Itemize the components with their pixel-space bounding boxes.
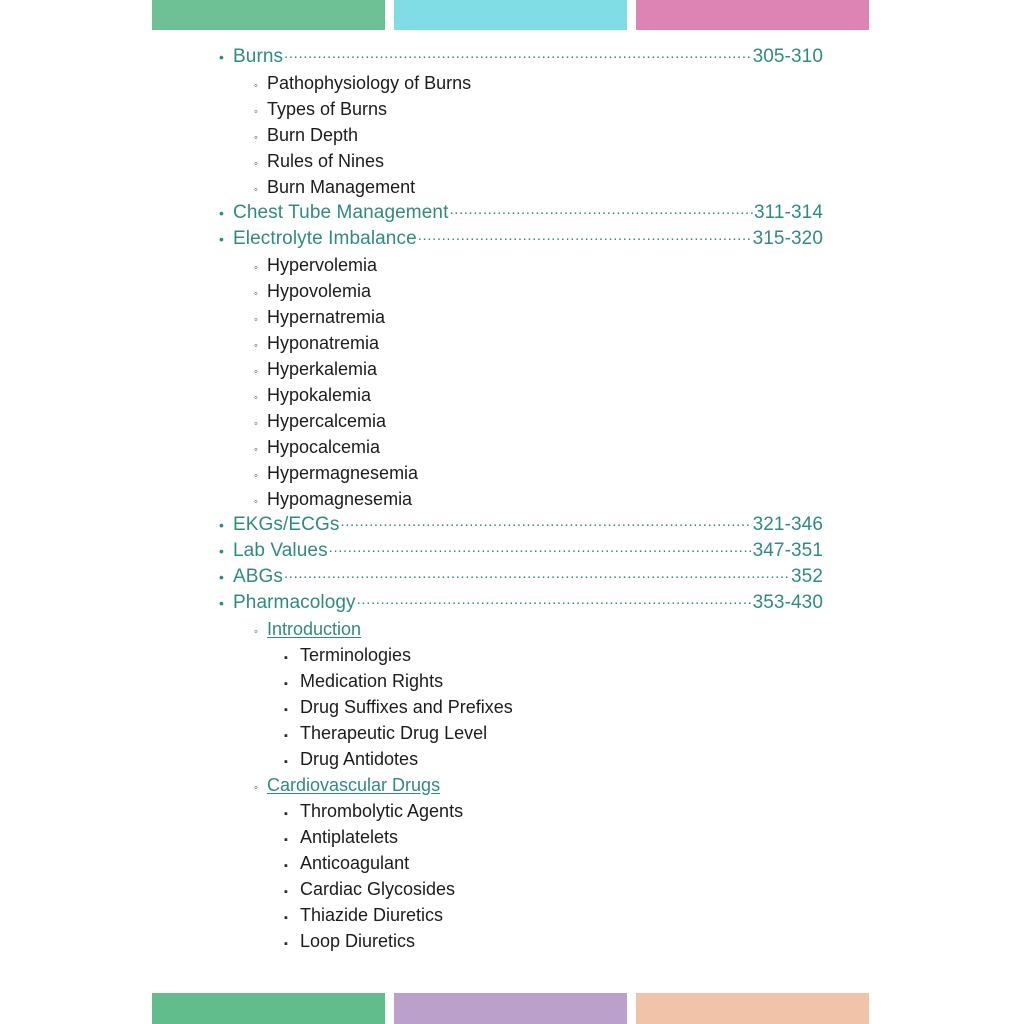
toc-entry-level-3 <box>0 746 1024 772</box>
bullet-icon: ▪ <box>284 938 288 950</box>
toc-entry-label: Hypercalcemia <box>267 411 387 431</box>
toc-entry-level-3 <box>0 902 1024 928</box>
toc-entry-level-3 <box>0 720 1024 746</box>
toc-entry-label: Burns <box>233 46 284 67</box>
bullet-icon: • <box>219 543 225 559</box>
table-of-contents <box>0 30 1024 954</box>
bottom-peach-bar <box>636 993 869 1024</box>
toc-entry-label[interactable]: Introduction <box>267 619 362 639</box>
dot-leader <box>284 48 751 62</box>
toc-entry-level-2 <box>0 96 1024 122</box>
toc-entry-level-1[interactable] <box>0 200 1024 226</box>
toc-entry-level-1[interactable] <box>0 44 1024 70</box>
toc-entry-label: Hyponatremia <box>267 333 380 353</box>
toc-entry-label: Antiplatelets <box>300 827 399 847</box>
bullet-icon: • <box>219 205 225 221</box>
toc-entry-label: Therapeutic Drug Level <box>300 723 488 743</box>
bullet-icon: ◦ <box>254 262 258 274</box>
page-number: 311-314 <box>753 202 823 223</box>
bullet-icon: • <box>219 49 225 65</box>
toc-entry-label: Medication Rights <box>300 671 444 691</box>
toc-entry-level-1[interactable] <box>0 538 1024 564</box>
toc-entry-level-2 <box>0 122 1024 148</box>
bullet-icon: ◦ <box>254 106 258 118</box>
toc-entry-level-3 <box>0 642 1024 668</box>
toc-entry-label: Hypocalcemia <box>267 437 381 457</box>
bullet-icon: ▪ <box>284 704 288 716</box>
toc-entry-level-2 <box>0 304 1024 330</box>
toc-entry-label: Chest Tube Management <box>233 202 449 223</box>
bullet-icon: ◦ <box>254 80 258 92</box>
page-number: 321-346 <box>752 514 823 535</box>
toc-entry-level-2 <box>0 278 1024 304</box>
toc-entry-label: Lab Values <box>233 540 328 561</box>
toc-entry-label: Hypomagnesemia <box>267 489 413 509</box>
toc-entry-label: Drug Suffixes and Prefixes <box>300 697 513 717</box>
bullet-icon: • <box>219 231 225 247</box>
top-green-bar <box>152 0 385 30</box>
toc-entry-label: Thrombolytic Agents <box>300 801 464 821</box>
toc-entry-level-2 <box>0 174 1024 200</box>
toc-entry-level-2 <box>0 70 1024 96</box>
toc-entry-label: Types of Burns <box>267 99 388 119</box>
toc-entry-level-1[interactable] <box>0 564 1024 590</box>
toc-entry-level-2 <box>0 148 1024 174</box>
bullet-icon: • <box>219 595 225 611</box>
toc-entry-level-2 <box>0 486 1024 512</box>
bullet-icon: ▪ <box>284 678 288 690</box>
toc-entry-label: Hypokalemia <box>267 385 372 405</box>
bottom-green-bar <box>152 993 385 1024</box>
toc-entry-label: Electrolyte Imbalance <box>233 228 417 249</box>
bullet-icon: ▪ <box>284 860 288 872</box>
toc-entry-label: Hypovolemia <box>267 281 372 301</box>
dot-leader <box>340 516 751 530</box>
bullet-icon: ◦ <box>254 626 258 638</box>
toc-entry-level-2 <box>0 330 1024 356</box>
bullet-icon: ◦ <box>254 418 258 430</box>
toc-entry-level-3 <box>0 928 1024 954</box>
bullet-icon: ▪ <box>284 886 288 898</box>
bullet-icon: ◦ <box>254 314 258 326</box>
toc-entry-label: Burn Management <box>267 177 416 197</box>
toc-entry-label: Pharmacology <box>233 592 356 613</box>
bullet-icon: ◦ <box>254 392 258 404</box>
toc-entry-label: Hypervolemia <box>267 255 378 275</box>
bullet-icon: ◦ <box>254 288 258 300</box>
bar-trailing-spacer <box>869 993 1024 1024</box>
toc-entry-label: Hypermagnesemia <box>267 463 419 483</box>
toc-entry-label: EKGs/ECGs <box>233 514 340 535</box>
toc-entry-level-2 <box>0 408 1024 434</box>
bar-leading-spacer <box>0 0 152 30</box>
page-number: 305-310 <box>752 46 823 67</box>
top-cyan-bar <box>394 0 627 30</box>
toc-entry-level-2 <box>0 252 1024 278</box>
bullet-icon: ◦ <box>254 132 258 144</box>
bullet-icon: • <box>219 569 225 585</box>
toc-entry-level-2 <box>0 434 1024 460</box>
bullet-icon: ◦ <box>254 496 258 508</box>
toc-entry-level-2 <box>0 460 1024 486</box>
toc-entry-level-1[interactable] <box>0 590 1024 616</box>
toc-entry-level-3 <box>0 850 1024 876</box>
toc-entry-label: Thiazide Diuretics <box>300 905 444 925</box>
toc-entry-label: Burn Depth <box>267 125 359 145</box>
toc-entry-label: Hypernatremia <box>267 307 386 327</box>
bottom-purple-bar <box>394 993 627 1024</box>
dot-leader <box>357 594 752 608</box>
toc-entry-level-2 <box>0 356 1024 382</box>
toc-entry-label: Anticoagulant <box>300 853 410 873</box>
dot-leader <box>418 230 752 244</box>
bullet-icon: ▪ <box>284 730 288 742</box>
dot-leader <box>329 542 752 556</box>
toc-entry-level-1[interactable] <box>0 226 1024 252</box>
toc-entry-level-2[interactable] <box>0 616 1024 642</box>
toc-entry-label: Terminologies <box>300 645 412 665</box>
toc-entry-label: Pathophysiology of Burns <box>267 73 472 93</box>
top-decorative-bars <box>0 0 1024 30</box>
toc-entry-label: ABGs <box>233 566 284 587</box>
bullet-icon: ▪ <box>284 808 288 820</box>
bullet-icon: ◦ <box>254 470 258 482</box>
bar-gap <box>627 993 636 1024</box>
page-number: 352 <box>790 566 823 587</box>
toc-entry-label: Rules of Nines <box>267 151 385 171</box>
bullet-icon: ▪ <box>284 834 288 846</box>
bullet-icon: ◦ <box>254 782 258 794</box>
toc-entry-level-1[interactable] <box>0 512 1024 538</box>
bullet-icon: ◦ <box>254 158 258 170</box>
dot-leader <box>284 568 790 582</box>
bullet-icon: ◦ <box>254 366 258 378</box>
bullet-icon: ▪ <box>284 912 288 924</box>
toc-entry-label[interactable]: Cardiovascular Drugs <box>267 775 441 795</box>
toc-entry-level-3 <box>0 824 1024 850</box>
bullet-icon: ◦ <box>254 444 258 456</box>
toc-entry-level-3 <box>0 798 1024 824</box>
dot-leader <box>449 204 753 218</box>
bullet-icon: ◦ <box>254 184 258 196</box>
top-pink-bar <box>636 0 869 30</box>
toc-entry-label: Drug Antidotes <box>300 749 419 769</box>
bar-gap <box>627 0 636 30</box>
bar-trailing-spacer <box>869 0 1024 30</box>
toc-entry-level-3 <box>0 668 1024 694</box>
bar-leading-spacer <box>0 993 152 1024</box>
toc-entry-label: Cardiac Glycosides <box>300 879 456 899</box>
toc-entry-level-3 <box>0 876 1024 902</box>
bullet-icon: ▪ <box>284 652 288 664</box>
bar-gap <box>385 0 394 30</box>
bullet-icon: ◦ <box>254 340 258 352</box>
bottom-decorative-bars <box>0 993 1024 1024</box>
bar-gap <box>385 993 394 1024</box>
toc-entry-level-3 <box>0 694 1024 720</box>
toc-entry-level-2[interactable] <box>0 772 1024 798</box>
bullet-icon: • <box>219 517 225 533</box>
page-number: 347-351 <box>752 540 823 561</box>
toc-entry-label: Hyperkalemia <box>267 359 378 379</box>
toc-entry-level-2 <box>0 382 1024 408</box>
toc-entry-label: Loop Diuretics <box>300 931 416 951</box>
page-number: 353-430 <box>752 592 823 613</box>
page-number: 315-320 <box>752 228 823 249</box>
bullet-icon: ▪ <box>284 756 288 768</box>
